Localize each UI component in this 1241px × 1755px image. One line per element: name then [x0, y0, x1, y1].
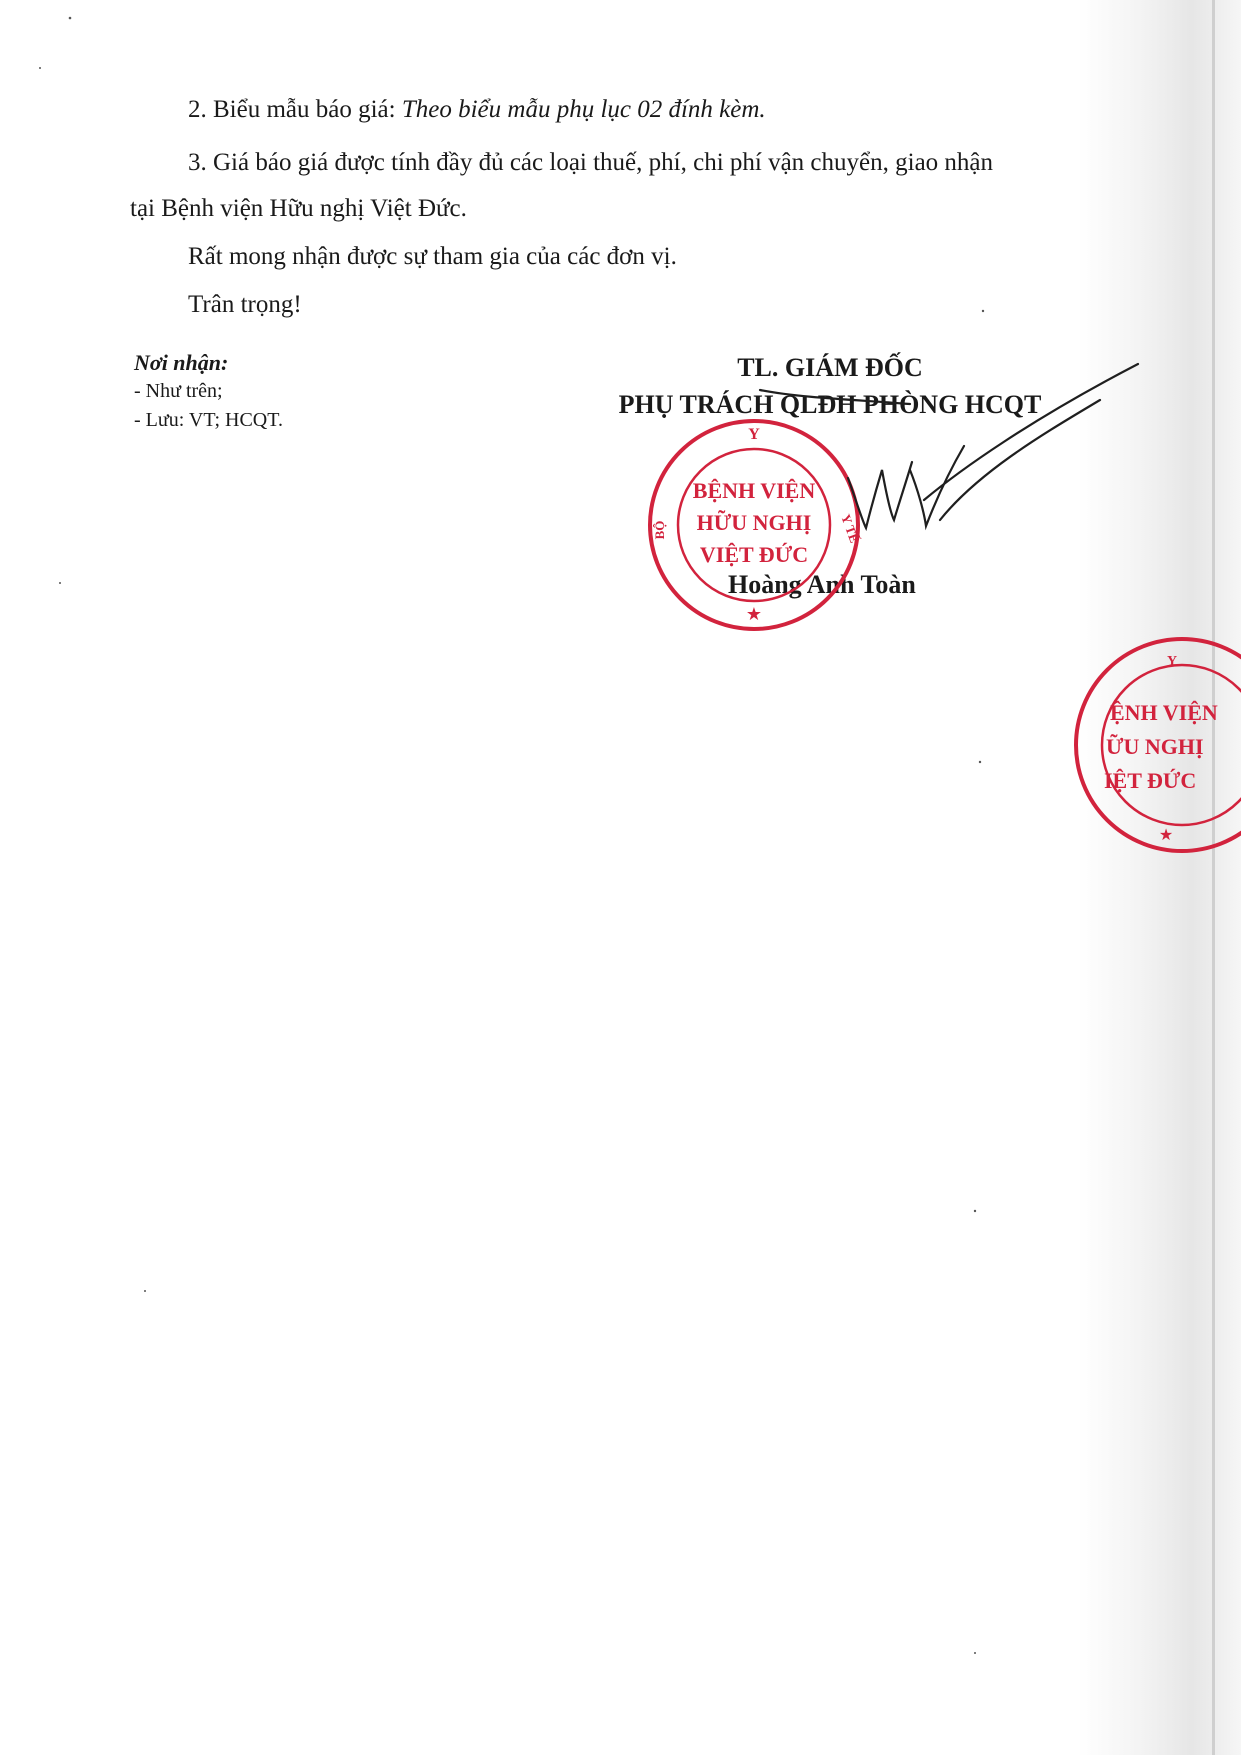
recipient-item: - Như trên;: [134, 380, 223, 402]
side-stamp-line: IỆT ĐỨC: [1104, 768, 1197, 793]
paragraph-regards: Trân trọng!: [188, 291, 302, 318]
paragraph-closing-request: Rất mong nhận được sự tham gia của các đơn vị.: [188, 243, 677, 270]
svg-text:★: ★: [745, 604, 763, 625]
scan-specks: [39, 17, 984, 1654]
svg-text:★: ★: [1158, 825, 1174, 844]
svg-text:Y: Y: [748, 426, 760, 443]
stamp-left-mark: BỘ: [652, 520, 667, 540]
paragraph-quote-template-label: 2. Biểu mẫu báo giá:: [188, 96, 402, 123]
side-stamp-line: ỆNH VIỆN: [1110, 700, 1218, 725]
hospital-stamp: [650, 421, 862, 629]
stamp-line: HỮU NGHỊ: [696, 510, 812, 535]
svg-text:Y: Y: [1166, 654, 1178, 669]
stamp-line: VIỆT ĐỨC: [699, 542, 809, 567]
signature-title-line2: PHỤ TRÁCH QLĐH PHÒNG HCQT: [618, 390, 1042, 419]
paragraph-quote-template-value: Theo biểu mẫu phụ lục 02 đính kèm.: [401, 96, 766, 123]
signature-title-line1: TL. GIÁM ĐỐC: [737, 353, 923, 382]
recipient-item: - Lưu: VT; HCQT.: [134, 409, 283, 431]
recipients-heading: Nơi nhận:: [134, 350, 229, 375]
handwritten-signature: [760, 364, 1138, 528]
stamp-right-mark: Y TẾ: [838, 512, 863, 545]
paragraph-price-terms-line1: 3. Giá báo giá được tính đầy đủ các loại thuế, phí, chi phí vận chuyển, giao nhận: [188, 149, 994, 176]
side-stamp: [1076, 639, 1241, 851]
paragraph-price-terms-line2: tại Bệnh viện Hữu nghị Việt Đức.: [130, 195, 467, 222]
signer-name: Hoàng Anh Toàn: [728, 570, 916, 599]
stamp-line: BỆNH VIỆN: [692, 478, 816, 503]
side-stamp-line: ỮU NGHỊ: [1106, 734, 1204, 759]
